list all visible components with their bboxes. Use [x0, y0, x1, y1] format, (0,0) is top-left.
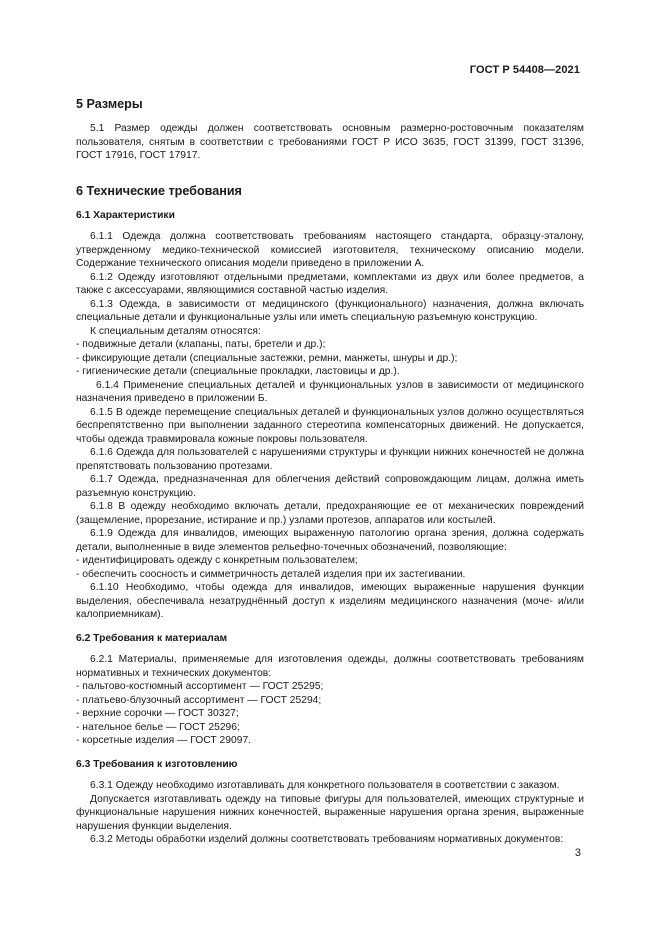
list-item: - верхние сорочки — ГОСТ 30327;	[76, 708, 239, 719]
list-item: - пальтово-костюмный ассортимент — ГОСТ 25295;	[76, 681, 324, 692]
paragraph-5-1: 5.1 Размер одежды должен соответствовать основным размерно-ростовочным показателям пользователя, снятым в соответствии с требованиями ГОСТ Р ИСО 3635, ГОСТ 31399, ГОСТ 31396, ГОСТ 17916, ГОСТ 17917.	[76, 123, 584, 161]
list-item: - гигиенические детали (специальные прокладки, ластовицы и др.).	[76, 366, 400, 377]
section-5-title: 5 Размеры	[76, 97, 143, 111]
paragraph-6-1-8: 6.1.8 В одежду необходимо включать детали, предохраняющие ее от механических повреждений (защемление, прорезание, истирание и пр.) узлами протезов, аппаратов или костылей.	[76, 501, 584, 526]
paragraph-6-3-1: 6.3.1 Одежду необходимо изготавливать для конкретного пользователя в соответствии с заказом.	[90, 780, 560, 791]
section-6-2-title: 6.2 Требования к материалам	[76, 632, 228, 644]
paragraph-6-2-1: 6.2.1 Материалы, применяемые для изготовления одежды, должны соответствовать требованиям нормативных и технических документов:	[76, 654, 584, 679]
list-item: - фиксирующие детали (специальные застежки, ремни, манжеты, шнуры и др.);	[76, 352, 458, 364]
section-6-title: 6 Технические требования	[76, 183, 242, 198]
paragraph-6-1-4: 6.1.4 Применение специальных деталей и функциональных узлов в зависимости от медицинского назначения приведено в приложении Б.	[76, 379, 584, 404]
list-item: - корсетные изделия — ГОСТ 29097.	[76, 735, 252, 746]
paragraph-6-1-2: 6.1.2 Одежду изготовляют отдельными предметами, комплектами из двух или более предметов, а также с аксессуарами, являющимися составной частью изделия.	[76, 271, 584, 296]
list-item: - платьево-блузочный ассортимент — ГОСТ 25294;	[76, 694, 322, 706]
document-id-header: ГОСТ Р 54408—2021	[469, 64, 580, 76]
paragraph-6-1-5: 6.1.5 В одежде перемещение специальных деталей и функциональных узлов должно осуществляться беспрепятственно при выполнении заданного стереотипа компенсаторных движений. Не допускается, чтобы одежда травмировала кожные покровы пользователя.	[76, 406, 584, 445]
paragraph-6-1-7: 6.1.7 Одежда, предназначенная для облегчения действий сопровождающим лицам, должна иметь разъемную конструкцию.	[76, 474, 584, 499]
paragraph-6-3-1-b: Допускается изготавливать одежду на типовые фигуры для пользователей, имеющих структурные и функциональные нарушения нижних конечностей, выраженные нарушения органа зрения, выраженные нарушения функции выделения.	[76, 793, 584, 832]
paragraph-6-1-6: 6.1.6 Одежда для пользователей с нарушениями структуры и функции нижних конечностей не должна препятствовать пользованию протезами.	[76, 447, 584, 472]
list-item: - идентифицировать одежду с конкретным пользователем;	[76, 555, 358, 566]
paragraph-6-1-9: 6.1.9 Одежда для инвалидов, имеющих выраженную патологию органа зрения, должна содержать детали, выполненные в виде элементов рельефно-точечных обозначений, позволяющие:	[76, 528, 584, 553]
paragraph-6-3-2: 6.3.2 Методы обработки изделий должны соответствовать требованиям нормативных документов:	[90, 834, 564, 845]
list-item: - нательное белье — ГОСТ 25296;	[76, 721, 240, 733]
list-item: - подвижные детали (клапаны, паты, бретели и др.);	[76, 339, 326, 350]
paragraph-6-1-3: 6.1.3 Одежда, в зависимости от медицинского (функционального) назначения, должна включать специальные детали и функциональные узлы или иметь специальную разъемную конструкцию.	[76, 298, 584, 323]
page-body	[76, 90, 584, 847]
section-6-1-title: 6.1 Характеристики	[76, 209, 175, 221]
paragraph-6-1-1: 6.1.1 Одежда должна соответствовать требованиям настоящего стандарта, образцу-эталону, утвержденному медико-технической комиссией изготовителя, техническому описанию модели. Содержание технического описания модели приведено в приложении А.	[76, 231, 584, 269]
list-item: - обеспечить соосность и симметричность деталей изделия при их застегивании.	[76, 568, 466, 580]
special-details-intro: К специальным деталям относятся:	[90, 325, 261, 337]
section-6-3-title: 6.3 Требования к изготовлению	[76, 758, 238, 770]
page-number: 3	[574, 847, 581, 859]
paragraph-6-1-10: 6.1.10 Необходимо, чтобы одежда для инвалидов, имеющих выраженные нарушения функции выделения, обеспечивала незатруднённый доступ к изделиям медицинского назначения (моче- и/или калоприемникам).	[76, 582, 584, 620]
